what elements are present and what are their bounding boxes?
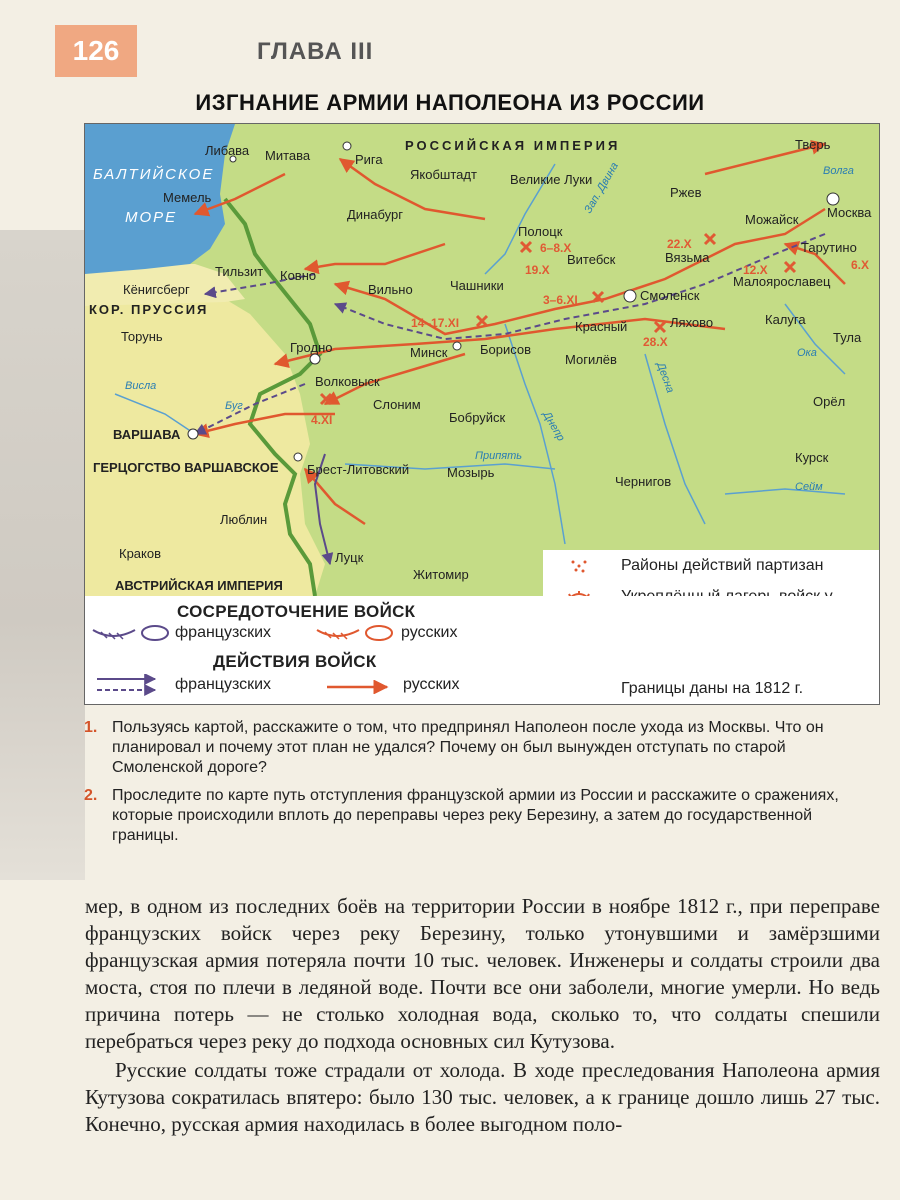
- label-orel: Орёл: [813, 394, 846, 409]
- label-kursk: Курск: [795, 450, 829, 465]
- label-chashniki: Чашники: [450, 278, 504, 293]
- question-1: [84, 718, 879, 778]
- label-zhitomir: Житомир: [413, 567, 469, 582]
- paragraph-2: Русские солдаты тоже страдали от холода. В ходе преследования Наполеона армия Кутузова сократилась впятеро: было 130 тыс. человек, а к границе дошло лишь 27 тыс. Конечно, русская армия находилась в более выгодном поло-: [85, 1058, 880, 1136]
- map-canvas: [85, 124, 879, 596]
- body-text: [85, 893, 880, 1138]
- river-label-visla: Висла: [125, 380, 157, 392]
- label-krasny: Красный: [575, 319, 628, 334]
- label-smolensk: Смоленск: [640, 288, 700, 303]
- region-prussia: КОР. ПРУССИЯ: [89, 302, 209, 317]
- date-smolensk: 3–6.XI: [543, 293, 578, 307]
- label-vitebsk: Витебск: [567, 252, 616, 267]
- date-maloyaroslavets: 12.X: [743, 263, 768, 277]
- legend-french-concentration: французских: [175, 624, 272, 641]
- date-vyazma: 22.X: [667, 237, 692, 251]
- left-page-edge: [0, 230, 85, 880]
- date-volkovysk: 4.XI: [311, 413, 333, 427]
- river-label-seym: Сейм: [795, 481, 823, 493]
- legend-partisans: Районы действий партизан: [621, 557, 824, 574]
- question-2: [84, 786, 879, 846]
- label-borisov: Борисов: [480, 342, 532, 357]
- question-number: 1.: [84, 719, 98, 736]
- river-label-oka: Ока: [797, 347, 817, 359]
- label-tula: Тула: [833, 330, 862, 345]
- label-torun: Торунь: [121, 329, 163, 344]
- legend-russian-concentration: русских: [401, 624, 458, 641]
- date-polotsk2: 19.X: [525, 263, 550, 277]
- label-volkovysk: Волковыск: [315, 374, 380, 389]
- legend-french-actions: французских: [175, 676, 272, 693]
- river-label-zap-dvina: Зап. Двина: [582, 160, 621, 216]
- river-label-pripyat: Припять: [475, 450, 523, 462]
- river-label-dnepr: Днепр: [540, 409, 567, 444]
- label-varshava: ВАРШАВА: [113, 427, 181, 442]
- label-moskva: Москва: [827, 205, 872, 220]
- date-lyakhovo: 28.X: [643, 335, 668, 349]
- label-velikie-luki: Великие Луки: [510, 172, 593, 187]
- label-tver: Тверь: [795, 137, 831, 152]
- label-brest: Брест-Литовский: [307, 462, 410, 477]
- label-mitava: Митава: [265, 148, 311, 163]
- label-vilno: Вильно: [368, 282, 413, 297]
- label-kaluga: Калуга: [765, 312, 806, 327]
- date-tarutino: 6.X: [851, 258, 870, 272]
- river-label-bug: Буг: [225, 400, 243, 412]
- legend-borders-note: Границы даны на 1812 г.: [621, 680, 804, 697]
- label-mogilev: Могилёв: [565, 352, 617, 367]
- historical-map: [84, 123, 880, 705]
- label-kovno: Ковно: [280, 268, 317, 283]
- label-rzhev: Ржев: [670, 185, 702, 200]
- sea-label-2: МОРЕ: [125, 209, 178, 226]
- label-memel: Мемель: [163, 190, 212, 205]
- partisans-icon: [565, 556, 595, 576]
- label-mozyr: Мозырь: [447, 465, 495, 480]
- date-berezina: 14–17.XI: [411, 316, 460, 330]
- river-label-volga: Волга: [823, 165, 854, 177]
- label-dinaburg: Динабург: [347, 207, 403, 222]
- legend-concentration-title: СОСРЕДОТОЧЕНИЕ ВОЙСК: [177, 602, 416, 621]
- label-polotsk: Полоцк: [518, 224, 563, 239]
- label-libava: Либава: [205, 143, 250, 158]
- label-bobruysk: Бобруйск: [449, 410, 506, 425]
- label-lyakhovo: Ляхово: [670, 315, 714, 330]
- sea-label-1: БАЛТИЙСКОЕ: [93, 166, 215, 183]
- question-number: 2.: [84, 787, 98, 804]
- label-chernigov: Чернигов: [615, 474, 672, 489]
- region-russian-empire: РОССИЙСКАЯ ИМПЕРИЯ: [405, 138, 621, 153]
- legend-russian-actions: русских: [403, 676, 460, 693]
- label-vyazma: Вязьма: [665, 250, 710, 265]
- russian-action-icon: [325, 680, 395, 694]
- russian-concentration-icon: [315, 624, 395, 642]
- map-title: ИЗГНАНИЕ АРМИИ НАПОЛЕОНА ИЗ РОССИИ: [195, 90, 705, 115]
- label-mozhaysk: Можайск: [745, 212, 799, 227]
- label-tarutino: Тарутино: [801, 240, 857, 255]
- region-warsaw-duchy: ГЕРЦОГСТВО ВАРШАВСКОЕ: [93, 460, 279, 475]
- chapter-title: ГЛАВА III: [257, 38, 374, 65]
- date-polotsk: 6–8.X: [540, 241, 572, 255]
- label-maloyaroslavets: Малоярославец: [733, 274, 831, 289]
- legend-actions-title: ДЕЙСТВИЯ ВОЙСК: [213, 652, 377, 671]
- region-austria: АВСТРИЙСКАЯ ИМПЕРИЯ: [115, 578, 283, 593]
- label-tilzit: Тильзит: [215, 264, 264, 279]
- question-text: Пользуясь картой, расскажите о том, что предпринял Наполеон после ухода из Москвы. Что он планировал и почему этот план не удался? Почему он был вынужден отступать по старой Смоленской дороге?: [112, 719, 824, 776]
- label-lutsk: Луцк: [335, 550, 364, 565]
- label-grodno: Гродно: [290, 340, 333, 355]
- french-action-icon: [95, 674, 165, 696]
- french-concentration-icon: [91, 624, 171, 642]
- label-yakobshtadt: Якобштадт: [410, 167, 477, 182]
- river-label-desna: Десна: [654, 360, 677, 395]
- questions-block: [84, 718, 879, 854]
- label-riga: Рига: [355, 152, 383, 167]
- paragraph-1: мер, в одном из последних боёв на территории России в ноябре 1812 г., при переправе французских войск через реку Березину, только утонувшими и замёрзшими французская армия потеряла почти 10 тыс. человек. Инженеры и солдаты строили два моста, стоя по плечи в ледяной воде. Почти все они заболели, многие умерли. Но ведь причина потерь — не столько холодная вода, сколько то, что солдаты спешили перебраться через реку до подхода основных сил Кутузова.: [85, 894, 880, 1053]
- label-slonim: Слоним: [373, 397, 421, 412]
- label-lyublin: Люблин: [220, 512, 268, 527]
- label-kenigsberg: Кёнигсберг: [123, 282, 190, 297]
- label-krakov: Краков: [119, 546, 162, 561]
- map-legend-bottom: [85, 596, 879, 704]
- question-text: Проследите по карте путь отступления французской армии из России и расскажите о сражениях, которые происходили вплоть до переправы через реку Березину, а затем до государственной границы.: [112, 787, 839, 844]
- page-number: 126: [55, 25, 137, 77]
- label-minsk: Минск: [410, 345, 448, 360]
